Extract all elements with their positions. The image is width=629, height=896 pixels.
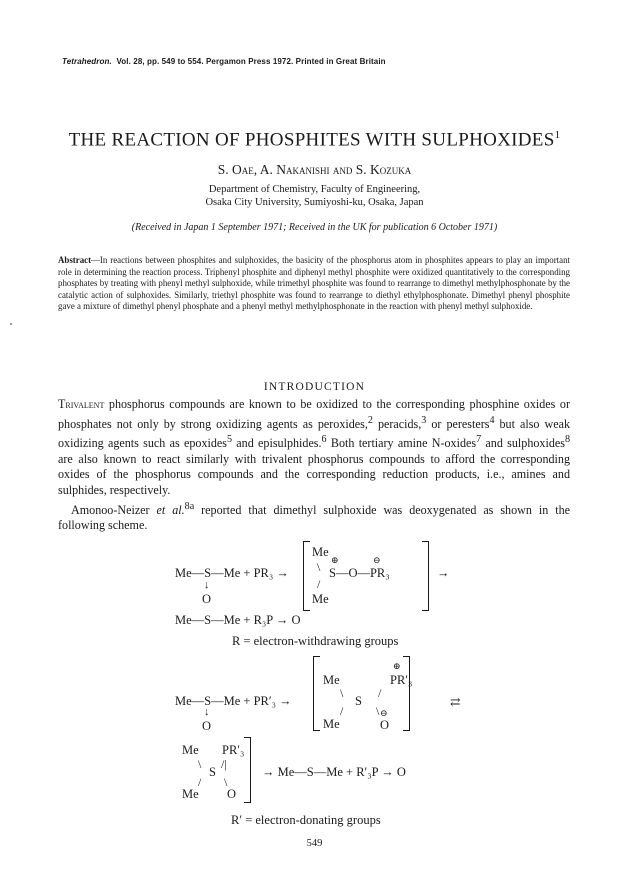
scheme2-bond-5: \ [198, 757, 202, 771]
scheme1-intermediate: S—O—PR₃ [329, 566, 390, 580]
intro-paragraph-1: Trivalent phosphorus compounds are known to be oxidized to the corresponding phosphine oxides or phosphates not only by strong oxidizing agents as peroxides,$^2$ peracids,$^3$ or peresters$^4$ but also weak oxidizing agents such as epoxides$^5$ and episulphides.$^6$ Both tertiary amine N-oxides$^7$ and sulphoxides$^8$ are also known to react similarly with trivalent phosphorus compounds to afford the corresponding oxides of the phosphorus compounds and the corresponding reduction products, i.e., amines and sulphides, respectively. [58, 397, 570, 498]
scheme1-oxygen: O [202, 592, 212, 606]
journal-name: Tetrahedron. [62, 57, 112, 66]
scheme2-product: → Me—S—Me + R′₃P → O [262, 765, 406, 779]
authors: S. Oae, A. Nakanishi and S. Kozuka [217, 162, 412, 177]
received-dates: (Received in Japan 1 September 1971; Received in the UK for publication 6 October 1971) [131, 222, 498, 233]
scheme2-bond-3: / [340, 704, 344, 718]
scheme2-me-top-2: Me [182, 743, 199, 757]
scheme2-pr-2: PR′₃ [222, 743, 245, 757]
scheme2-me-top: Me [323, 673, 340, 687]
scheme1-me-bottom: Me [312, 592, 329, 606]
scheme2-s-2: S [209, 765, 216, 779]
scheme2-bond-6: /| [221, 757, 227, 771]
scheme2-me-bottom-2: Me [182, 787, 199, 801]
lead-word: Trivalent [58, 397, 105, 411]
scan-speck [10, 323, 12, 325]
section-heading-introduction: INTRODUCTION [263, 381, 366, 393]
scheme2-oxygen: O [202, 719, 212, 733]
title-text: THE REACTION OF PHOSPHITES WITH SULPHOXIDES [68, 129, 555, 151]
intro-paragraph-2: Amonoo-Neizer et al.$^{8a}$ reported that dimethyl sulphoxide was deoxygenated as shown in the following scheme. [58, 500, 571, 533]
scheme2-bond-2: / [378, 686, 382, 700]
scheme2-bond-1: \ [340, 686, 344, 700]
scheme2-bond-8: \ [224, 775, 228, 789]
abstract [58, 255, 570, 313]
introduction-body [58, 397, 570, 534]
scheme2-equilibrium: ⇄ [450, 695, 461, 709]
scheme2-bracket-right [403, 656, 410, 731]
scheme2-reactant: Me—S—Me + PR′₃ → [175, 694, 292, 708]
scheme1-note: R = electron-withdrawing groups [232, 634, 399, 648]
scheme2-bracket-left [313, 656, 320, 731]
scheme1-bond-up: \ [317, 560, 321, 574]
scheme2-plus: ⊕ [393, 661, 401, 671]
paper-title [0, 129, 629, 151]
scheme1-reactant: Me—S—Me + PR₃ → [175, 566, 289, 580]
scheme2-pr: PR′₃ [390, 673, 413, 687]
affiliation [0, 183, 629, 209]
affiliation-line-1: Department of Chemistry, Faculty of Engineering, [208, 184, 421, 195]
page-number: 549 [306, 838, 323, 849]
scheme1-bond-down: / [317, 577, 321, 591]
scheme1-arrow: → [437, 566, 450, 580]
journal-header [62, 57, 386, 66]
journal-info: Vol. 28, pp. 549 to 554. Pergamon Press 1972. Printed in Great Britain [116, 57, 386, 66]
scheme2-o-2: O [227, 787, 237, 801]
scheme1-bracket-right [422, 541, 429, 611]
scheme2-o: O [380, 718, 390, 732]
scheme1-me-top: Me [312, 545, 329, 559]
scheme1-product: Me—S—Me + R₃P → O [175, 613, 301, 627]
abstract-label: Abstract [58, 255, 92, 265]
scheme1-minus: ⊖ [373, 555, 381, 565]
scheme2-note: R′ = electron-donating groups [231, 813, 381, 827]
affiliation-line-2: Osaka City University, Sumiyoshi-ku, Osaka, Japan [205, 197, 424, 208]
scheme1-arrow-down: ↓ [204, 579, 210, 591]
title-footnote: 1 [554, 129, 561, 141]
scheme2-arrow-down: ↓ [204, 706, 210, 718]
scheme1-bracket-left [303, 541, 310, 611]
scheme2-minus: ⊖ [380, 708, 388, 718]
scheme2-bond-4: \ [376, 704, 380, 718]
scheme2-bond-7: / [198, 775, 202, 789]
scheme2-me-bottom: Me [323, 717, 340, 731]
scheme2-bracket-right-2 [244, 737, 251, 803]
abstract-text: —In reactions between phosphites and sulphoxides, the basicity of the phosphorus atom in phosphites appears to play an important role in determining the reaction process. Triphenyl phosphite and diphenyl methyl phosphite were oxidized quantitatively to the corresponding phosphates by treating with phenyl methyl sulphoxide, while trimethyl phosphite was found to rearrange to dimethyl methylphosphonate by the catalytic action of sulphoxides. Similarly, triethyl phosphite was found to rearrange to diethyl ethylphosphonate. Dimethyl phenyl phosphite gave a mixture of dimethyl phenyl phosphate and a phenyl methyl methylphosphonate in the reaction with phenyl methyl sulphoxide. [58, 255, 570, 312]
scheme1-plus: ⊕ [331, 555, 339, 565]
scheme2-s: S [355, 694, 362, 708]
